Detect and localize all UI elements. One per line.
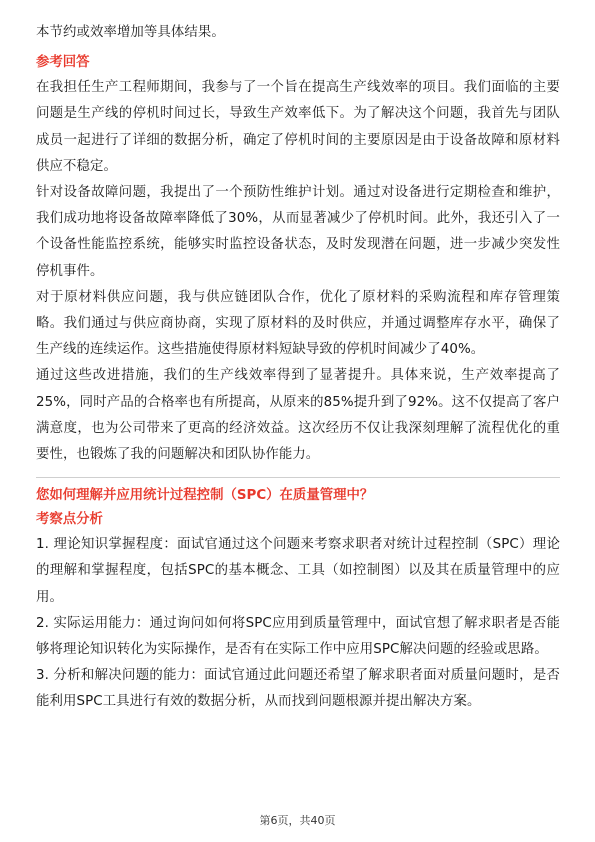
intro-tail-text: 本节约或效率增加等具体结果。 (36, 25, 225, 40)
answer-paragraph: 通过这些改进措施，我们的生产线效率得到了显著提升。具体来说，生产效率提高了25%，同时产品的合格率也有所提高，从原来的85%提升到了92%。这不仅提高了客户满意度，也为公司带来了更高的经济效益。这次经历不仅让我深刻理解了流程优化的重要性，也锻炼了我的问题解决和团队协作能力。 (36, 368, 560, 463)
answer-paragraph: 针对设备故障问题，我提出了一个预防性维护计划。通过对设备进行定期检查和维护，我们成功地将设备故障率降低了30%，从而显著减少了停机时间。此外，我还引入了一个设备性能监控系统，能够实时监控设备状态，及时发现潜在问题，进一步减少突发性停机事件。 (36, 185, 560, 279)
answer-paragraph: 对于原材料供应问题，我与供应链团队合作，优化了原材料的采购流程和库存管理策略。我们通过与供应商协商，实现了原材料的及时供应，并通过调整库存水平，确保了生产线的连续运作。这些措施使得原材料短缺导致的停机时间减少了40%。 (36, 289, 560, 358)
analysis-item: 3. 分析和解决问题的能力：面试官通过此问题还希望了解求职者面对质量问题时，是否能利用SPC工具进行有效的数据分析，从而找到问题根源并提出解决方案。 (36, 668, 560, 710)
answer-paragraph: 在我担任生产工程师期间，我参与了一个旨在提高生产线效率的项目。我们面临的主要问题是生产线的停机时间过长，导致生产效率低下。为了解决这个问题，我首先与团队成员一起进行了详细的数据分析，确定了停机时间的主要原因是由于设备故障和原材料供应不稳定。 (36, 80, 560, 174)
question-title: 您如何理解并应用统计过程控制（SPC）在质量管理中？ (36, 488, 374, 504)
document-page (36, 20, 560, 716)
analysis-heading: 考察点分析 (36, 512, 103, 528)
analysis-item: 2. 实际运用能力：通过询问如何将SPC应用到质量管理中，面试官想了解求职者是否能够将理论知识转化为实际操作，是否有在实际工作中应用SPC解决问题的经验或思路。 (36, 615, 560, 658)
analysis-item: 1. 理论知识掌握程度：面试官通过这个问题来考察求职者对统计过程控制（SPC）理论的理解和掌握程度，包括SPC的基本概念、工具（如控制图）以及其在质量管理中的应用。 (36, 537, 560, 605)
answer-heading: 参考回答 (36, 55, 90, 71)
section-divider (36, 477, 560, 478)
page-footer: 第6页，共40页 (259, 814, 336, 827)
